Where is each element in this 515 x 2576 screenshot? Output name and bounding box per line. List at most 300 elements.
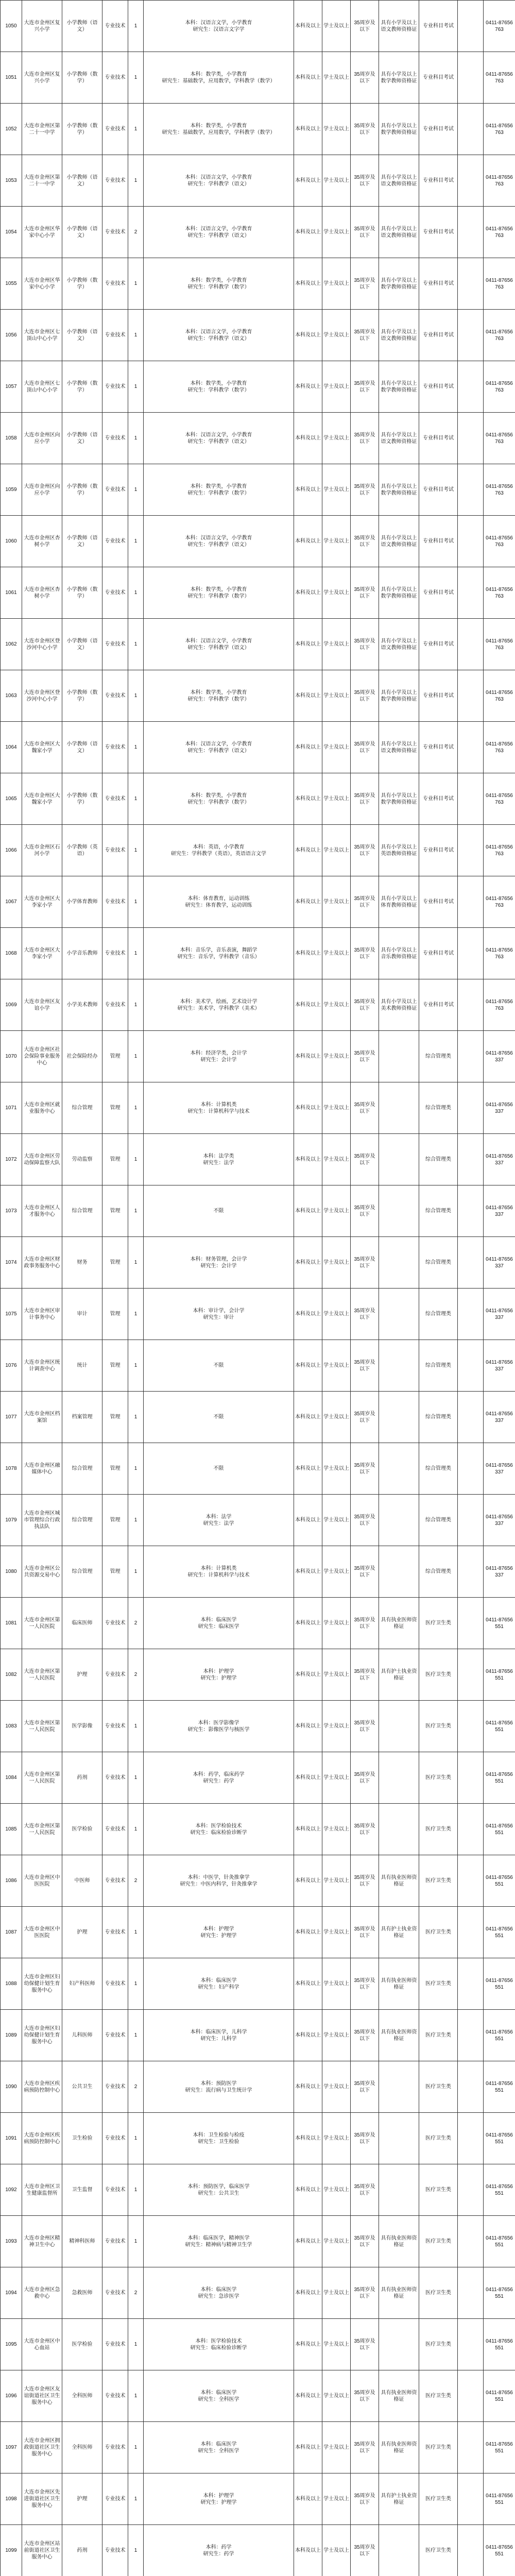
cell-post-code: 1071: [1, 1082, 22, 1134]
cell-degree: 学士及以上: [322, 2267, 351, 2319]
cell-phone: 0411-87656551: [484, 2164, 515, 2216]
cell-exam-type: 综合管理类: [419, 1185, 458, 1237]
cell-phone: 0411-87656337: [484, 1495, 515, 1546]
cell-unit-name: 大连市金州区急救中心: [22, 2267, 62, 2319]
table-row: [1, 1701, 515, 1752]
cell-remark: [458, 1443, 484, 1495]
cell-hire-count: 2: [128, 207, 144, 258]
cell-phone: 0411-87656337: [484, 1031, 515, 1082]
cell-unit-name: 大连市金州区城市管理综合行政执法队: [22, 1495, 62, 1546]
cell-age: 35周岁及以下: [351, 1082, 379, 1134]
cell-post-type: 专业技术: [102, 2061, 128, 2113]
cell-degree: 学士及以上: [322, 2010, 351, 2061]
cell-major-requirement: 本科：体育教育，运动训练 研究生：体育教学，运动训练: [144, 876, 294, 928]
cell-education: 本科及以上: [294, 1804, 322, 1855]
cell-major-requirement: 本科：汉语言文学，小学教育 研究生：学科教学（语文）: [144, 207, 294, 258]
cell-post-code: 1055: [1, 258, 22, 310]
cell-post-type: 管理: [102, 1082, 128, 1134]
cell-age: 35周岁及以下: [351, 1185, 379, 1237]
cell-major-requirement: 本科：临床医学 研究生：急诊医学: [144, 2267, 294, 2319]
cell-hire-count: 1: [128, 2473, 144, 2525]
cell-exam-type: 医疗卫生类: [419, 2370, 458, 2422]
cell-education: 本科及以上: [294, 1598, 322, 1649]
cell-phone: 0411-87656337: [484, 1546, 515, 1598]
cell-phone: 0411-87656551: [484, 2267, 515, 2319]
cell-degree: 学士及以上: [322, 2319, 351, 2370]
cell-phone: 0411-87656763: [484, 722, 515, 773]
cell-age: 35周岁及以下: [351, 52, 379, 104]
cell-unit-name: 大连市金州区第二十一中学: [22, 155, 62, 207]
table-body: [1, 1, 515, 2576]
cell-remark: [458, 567, 484, 619]
cell-hire-count: 1: [128, 1185, 144, 1237]
cell-unit-name: 大连市金州区拥政街道社区卫生服务中心: [22, 2422, 62, 2473]
cell-hire-count: 1: [128, 1907, 144, 1958]
cell-major-requirement: 本科：药学，临床药学 研究生：药学: [144, 1752, 294, 1804]
cell-post-name: 儿科医师: [62, 2010, 102, 2061]
cell-age: 35周岁及以下: [351, 2319, 379, 2370]
cell-education: 本科及以上: [294, 1958, 322, 2010]
cell-phone: 0411-87656763: [484, 619, 515, 670]
cell-post-name: 全科医师: [62, 2422, 102, 2473]
table-row: [1, 567, 515, 619]
table-row: [1, 979, 515, 1031]
cell-phone: 0411-87656337: [484, 1443, 515, 1495]
cell-hire-count: 1: [128, 2370, 144, 2422]
cell-age: 35周岁及以下: [351, 722, 379, 773]
cell-degree: 学士及以上: [322, 516, 351, 567]
cell-post-type: 专业技术: [102, 2113, 128, 2164]
cell-post-type: 专业技术: [102, 2473, 128, 2525]
cell-degree: 学士及以上: [322, 1134, 351, 1185]
cell-post-name: 急救医师: [62, 2267, 102, 2319]
cell-other-requirement: 具有小学及以上语文教师资格证: [379, 1, 419, 52]
cell-major-requirement: 本科：法学类 研究生：法学: [144, 1134, 294, 1185]
cell-post-code: 1078: [1, 1443, 22, 1495]
cell-education: 本科及以上: [294, 2370, 322, 2422]
cell-other-requirement: 具有小学及以上英语教师资格证: [379, 825, 419, 876]
cell-major-requirement: 不限: [144, 1443, 294, 1495]
cell-exam-type: 专业科目考试: [419, 722, 458, 773]
cell-other-requirement: [379, 1082, 419, 1134]
cell-major-requirement: 本科：数学类，小学教育 研究生：学科教学（数学）: [144, 258, 294, 310]
cell-hire-count: 1: [128, 1701, 144, 1752]
cell-hire-count: 1: [128, 1237, 144, 1289]
cell-other-requirement: 具有小学及以上美术教师资格证: [379, 979, 419, 1031]
cell-education: 本科及以上: [294, 2216, 322, 2267]
cell-hire-count: 1: [128, 825, 144, 876]
cell-unit-name: 大连市金州区审计事务中心: [22, 1289, 62, 1340]
cell-other-requirement: 具有小学及以上音乐教师资格证: [379, 928, 419, 979]
cell-major-requirement: 本科：数学类，小学教育 研究生：学科教学（数学）: [144, 567, 294, 619]
cell-age: 35周岁及以下: [351, 1958, 379, 2010]
cell-age: 35周岁及以下: [351, 1237, 379, 1289]
table-row: [1, 1031, 515, 1082]
cell-other-requirement: [379, 1546, 419, 1598]
cell-post-type: 专业技术: [102, 1752, 128, 1804]
cell-post-type: 专业技术: [102, 1598, 128, 1649]
cell-post-type: 专业技术: [102, 52, 128, 104]
cell-age: 35周岁及以下: [351, 2216, 379, 2267]
cell-education: 本科及以上: [294, 464, 322, 516]
cell-post-code: 1082: [1, 1649, 22, 1701]
cell-age: 35周岁及以下: [351, 2061, 379, 2113]
cell-post-name: 妇产科医师: [62, 1958, 102, 2010]
cell-post-code: 1079: [1, 1495, 22, 1546]
cell-degree: 学士及以上: [322, 1289, 351, 1340]
table-row: [1, 1907, 515, 1958]
cell-education: 本科及以上: [294, 1701, 322, 1752]
cell-post-name: 综合管理: [62, 1546, 102, 1598]
cell-degree: 学士及以上: [322, 52, 351, 104]
cell-post-type: 专业技术: [102, 2010, 128, 2061]
cell-post-code: 1056: [1, 310, 22, 361]
cell-major-requirement: 本科：临床医学 研究生：妇产科学: [144, 1958, 294, 2010]
cell-post-code: 1072: [1, 1134, 22, 1185]
cell-major-requirement: 本科：中医学，针灸推拿学 研究生：中医内科学，针灸推拿学: [144, 1855, 294, 1907]
cell-education: 本科及以上: [294, 2164, 322, 2216]
cell-phone: 0411-87656551: [484, 2525, 515, 2576]
cell-other-requirement: 具有护士执业资格证: [379, 1649, 419, 1701]
cell-education: 本科及以上: [294, 2061, 322, 2113]
cell-post-name: 小学教师（语文）: [62, 413, 102, 464]
cell-post-code: 1098: [1, 2473, 22, 2525]
cell-major-requirement: 本科：汉语言文学，小学教育 研究生：学科教学（语文）: [144, 722, 294, 773]
cell-hire-count: 2: [128, 1649, 144, 1701]
cell-education: 本科及以上: [294, 1082, 322, 1134]
cell-phone: 0411-87656763: [484, 825, 515, 876]
table-row: [1, 619, 515, 670]
cell-degree: 学士及以上: [322, 310, 351, 361]
cell-major-requirement: 本科：临床医学 研究生：全科医学: [144, 2422, 294, 2473]
table-row: [1, 258, 515, 310]
cell-phone: 0411-87656763: [484, 876, 515, 928]
cell-remark: [458, 1340, 484, 1392]
cell-unit-name: 大连市金州区登沙河中心小学: [22, 619, 62, 670]
cell-hire-count: 1: [128, 1495, 144, 1546]
cell-post-name: 综合管理: [62, 1185, 102, 1237]
table-row: [1, 104, 515, 155]
cell-post-name: 小学音乐教师: [62, 928, 102, 979]
cell-post-code: 1065: [1, 773, 22, 825]
cell-degree: 学士及以上: [322, 1804, 351, 1855]
cell-exam-type: 医疗卫生类: [419, 2164, 458, 2216]
cell-remark: [458, 825, 484, 876]
cell-age: 35周岁及以下: [351, 413, 379, 464]
cell-exam-type: 综合管理类: [419, 1546, 458, 1598]
cell-exam-type: 综合管理类: [419, 1443, 458, 1495]
cell-post-code: 1081: [1, 1598, 22, 1649]
cell-major-requirement: 不限: [144, 1185, 294, 1237]
table-row: [1, 155, 515, 207]
cell-remark: [458, 722, 484, 773]
cell-hire-count: 1: [128, 413, 144, 464]
cell-major-requirement: 本科：临床医学 研究生：全科医学: [144, 2370, 294, 2422]
cell-exam-type: 医疗卫生类: [419, 2216, 458, 2267]
table-row: [1, 1, 515, 52]
cell-post-type: 专业技术: [102, 928, 128, 979]
cell-remark: [458, 1598, 484, 1649]
cell-hire-count: 1: [128, 516, 144, 567]
cell-major-requirement: 本科：汉语言文学，小学教育 研究生：学科教学（语文）: [144, 310, 294, 361]
cell-unit-name: 大连市金州区第一人民医院: [22, 1701, 62, 1752]
cell-age: 35周岁及以下: [351, 773, 379, 825]
cell-remark: [458, 1, 484, 52]
cell-post-name: 公共卫生: [62, 2061, 102, 2113]
cell-post-name: 医学影像: [62, 1701, 102, 1752]
cell-post-name: 小学教师（数学）: [62, 258, 102, 310]
table-row: [1, 1958, 515, 2010]
cell-age: 35周岁及以下: [351, 1752, 379, 1804]
cell-exam-type: 专业科目考试: [419, 52, 458, 104]
cell-age: 35周岁及以下: [351, 1, 379, 52]
cell-phone: 0411-87656763: [484, 928, 515, 979]
cell-unit-name: 大连市金州区第一人民医院: [22, 1804, 62, 1855]
cell-post-type: 专业技术: [102, 567, 128, 619]
cell-phone: 0411-87656763: [484, 155, 515, 207]
cell-hire-count: 1: [128, 310, 144, 361]
cell-age: 35周岁及以下: [351, 361, 379, 413]
cell-unit-name: 大连市金州区就业服务中心: [22, 1082, 62, 1134]
table-row: [1, 2010, 515, 2061]
cell-unit-name: 大连市金州区劳动保障监察大队: [22, 1134, 62, 1185]
cell-major-requirement: 本科：审计学，会计学 研究生：审计: [144, 1289, 294, 1340]
cell-hire-count: 1: [128, 1804, 144, 1855]
cell-unit-name: 大连市金州区向应小学: [22, 464, 62, 516]
cell-hire-count: 2: [128, 2061, 144, 2113]
cell-phone: 0411-87656763: [484, 207, 515, 258]
cell-degree: 学士及以上: [322, 1546, 351, 1598]
cell-education: 本科及以上: [294, 1855, 322, 1907]
cell-exam-type: 医疗卫生类: [419, 2113, 458, 2164]
cell-post-name: 护理: [62, 1907, 102, 1958]
cell-remark: [458, 1958, 484, 2010]
cell-education: 本科及以上: [294, 2473, 322, 2525]
cell-phone: 0411-87656551: [484, 1598, 515, 1649]
cell-post-name: 小学体育教师: [62, 876, 102, 928]
cell-post-code: 1069: [1, 979, 22, 1031]
cell-major-requirement: 本科：护理学 研究生：护理学: [144, 1649, 294, 1701]
cell-major-requirement: 本科：护理学 研究生：护理学: [144, 1907, 294, 1958]
cell-post-name: 综合管理: [62, 1495, 102, 1546]
cell-unit-name: 大连市金州区卫生健康监督所: [22, 2164, 62, 2216]
cell-remark: [458, 1031, 484, 1082]
cell-post-type: 专业技术: [102, 1958, 128, 2010]
table-row: [1, 876, 515, 928]
cell-other-requirement: 具有执业医师资格证: [379, 1598, 419, 1649]
cell-age: 35周岁及以下: [351, 155, 379, 207]
cell-phone: 0411-87656551: [484, 2473, 515, 2525]
cell-unit-name: 大连市金州区登沙河中心小学: [22, 670, 62, 722]
cell-major-requirement: 本科：临床医学，儿科学 研究生：儿科学: [144, 2010, 294, 2061]
cell-education: 本科及以上: [294, 1237, 322, 1289]
cell-unit-name: 大连市金州区人才服务中心: [22, 1185, 62, 1237]
cell-age: 35周岁及以下: [351, 1134, 379, 1185]
cell-other-requirement: 具有小学及以上体育教师资格证: [379, 876, 419, 928]
cell-post-type: 专业技术: [102, 155, 128, 207]
cell-degree: 学士及以上: [322, 2216, 351, 2267]
cell-post-code: 1063: [1, 670, 22, 722]
cell-degree: 学士及以上: [322, 1340, 351, 1392]
cell-post-type: 专业技术: [102, 2267, 128, 2319]
cell-post-type: 专业技术: [102, 361, 128, 413]
cell-unit-name: 大连市金州区档案馆: [22, 1392, 62, 1443]
cell-hire-count: 1: [128, 1, 144, 52]
cell-education: 本科及以上: [294, 104, 322, 155]
cell-exam-type: 医疗卫生类: [419, 1752, 458, 1804]
cell-degree: 学士及以上: [322, 1237, 351, 1289]
table-row: [1, 1546, 515, 1598]
cell-post-code: 1050: [1, 1, 22, 52]
cell-unit-name: 大连市金州区精神卫生中心: [22, 2216, 62, 2267]
cell-exam-type: 专业科目考试: [419, 155, 458, 207]
cell-post-type: 管理: [102, 1134, 128, 1185]
cell-degree: 学士及以上: [322, 464, 351, 516]
cell-age: 35周岁及以下: [351, 2113, 379, 2164]
cell-exam-type: 医疗卫生类: [419, 2422, 458, 2473]
cell-unit-name: 大连市金州区友谊小学: [22, 979, 62, 1031]
cell-post-type: 专业技术: [102, 670, 128, 722]
cell-exam-type: 综合管理类: [419, 1340, 458, 1392]
table-row: [1, 1340, 515, 1392]
cell-age: 35周岁及以下: [351, 104, 379, 155]
cell-post-name: 小学教师（数学）: [62, 464, 102, 516]
cell-major-requirement: 本科：音乐学，音乐表演，舞蹈学 研究生：音乐学，学科教学（音乐）: [144, 928, 294, 979]
cell-exam-type: 综合管理类: [419, 1082, 458, 1134]
cell-unit-name: 大连市金州区融媒体中心: [22, 1443, 62, 1495]
cell-remark: [458, 979, 484, 1031]
cell-phone: 0411-87656763: [484, 413, 515, 464]
cell-education: 本科及以上: [294, 1185, 322, 1237]
cell-unit-name: 大连市金州区复兴小学: [22, 1, 62, 52]
cell-post-name: 小学教师（语文）: [62, 722, 102, 773]
cell-remark: [458, 2525, 484, 2576]
cell-major-requirement: 本科：汉语言文学，小学教育 研究生：学科教学（语文）: [144, 155, 294, 207]
cell-exam-type: 专业科目考试: [419, 258, 458, 310]
cell-hire-count: 1: [128, 1289, 144, 1340]
cell-remark: [458, 2422, 484, 2473]
cell-degree: 学士及以上: [322, 2473, 351, 2525]
cell-major-requirement: 本科：经济学类，会计学 研究生：会计学: [144, 1031, 294, 1082]
cell-hire-count: 1: [128, 722, 144, 773]
cell-education: 本科及以上: [294, 928, 322, 979]
cell-other-requirement: 具有小学及以上数学教师资格证: [379, 52, 419, 104]
cell-degree: 学士及以上: [322, 155, 351, 207]
cell-post-code: 1076: [1, 1340, 22, 1392]
cell-phone: 0411-87656763: [484, 361, 515, 413]
cell-other-requirement: 具有小学及以上语文教师资格证: [379, 207, 419, 258]
cell-remark: [458, 2370, 484, 2422]
cell-exam-type: 医疗卫生类: [419, 2010, 458, 2061]
cell-post-type: 专业技术: [102, 516, 128, 567]
cell-post-name: 小学教师（语文）: [62, 310, 102, 361]
cell-post-code: 1062: [1, 619, 22, 670]
cell-remark: [458, 2061, 484, 2113]
cell-unit-name: 大连市金州区大李家小学: [22, 876, 62, 928]
cell-remark: [458, 1392, 484, 1443]
cell-post-type: 专业技术: [102, 619, 128, 670]
cell-hire-count: 1: [128, 1958, 144, 2010]
cell-post-type: 专业技术: [102, 207, 128, 258]
cell-unit-name: 大连市金州区大李家小学: [22, 928, 62, 979]
cell-phone: 0411-87656551: [484, 1701, 515, 1752]
cell-post-name: 药剂: [62, 1752, 102, 1804]
cell-remark: [458, 619, 484, 670]
cell-education: 本科及以上: [294, 1443, 322, 1495]
cell-remark: [458, 52, 484, 104]
cell-hire-count: 2: [128, 1598, 144, 1649]
cell-post-name: 小学教师（数学）: [62, 773, 102, 825]
cell-age: 35周岁及以下: [351, 207, 379, 258]
cell-phone: 0411-87656337: [484, 1185, 515, 1237]
cell-education: 本科及以上: [294, 1649, 322, 1701]
cell-age: 35周岁及以下: [351, 1855, 379, 1907]
cell-unit-name: 大连市金州区疾病预防控制中心: [22, 2061, 62, 2113]
cell-exam-type: 专业科目考试: [419, 928, 458, 979]
cell-hire-count: 1: [128, 876, 144, 928]
cell-education: 本科及以上: [294, 1752, 322, 1804]
cell-exam-type: 医疗卫生类: [419, 2525, 458, 2576]
cell-remark: [458, 516, 484, 567]
cell-exam-type: 综合管理类: [419, 1134, 458, 1185]
table-row: [1, 2422, 515, 2473]
cell-other-requirement: 具有小学及以上数学教师资格证: [379, 104, 419, 155]
cell-phone: 0411-87656551: [484, 1907, 515, 1958]
cell-phone: 0411-87656337: [484, 1237, 515, 1289]
cell-remark: [458, 876, 484, 928]
cell-remark: [458, 1289, 484, 1340]
cell-post-code: 1057: [1, 361, 22, 413]
cell-other-requirement: 具有护士执业资格证: [379, 1907, 419, 1958]
cell-major-requirement: 本科：数学类，小学教育 研究生：基础数学，应用数学，学科教学（数学）: [144, 52, 294, 104]
cell-other-requirement: 具有小学及以上数学教师资格证: [379, 670, 419, 722]
cell-unit-name: 大连市金州区中医医院: [22, 1855, 62, 1907]
cell-hire-count: 1: [128, 2319, 144, 2370]
cell-degree: 学士及以上: [322, 2164, 351, 2216]
cell-degree: 学士及以上: [322, 876, 351, 928]
cell-remark: [458, 104, 484, 155]
cell-post-type: 专业技术: [102, 1804, 128, 1855]
cell-age: 35周岁及以下: [351, 1495, 379, 1546]
cell-post-type: 专业技术: [102, 876, 128, 928]
cell-education: 本科及以上: [294, 876, 322, 928]
table-row: [1, 1804, 515, 1855]
cell-unit-name: 大连市金州区第一人民医院: [22, 1649, 62, 1701]
cell-other-requirement: 具有小学及以上语文教师资格证: [379, 722, 419, 773]
cell-education: 本科及以上: [294, 207, 322, 258]
cell-hire-count: 1: [128, 2525, 144, 2576]
cell-unit-name: 大连市金州区疾病预防控制中心: [22, 2113, 62, 2164]
cell-post-code: 1074: [1, 1237, 22, 1289]
cell-phone: 0411-87656337: [484, 1082, 515, 1134]
cell-degree: 学士及以上: [322, 258, 351, 310]
cell-post-name: 药剂: [62, 2525, 102, 2576]
cell-phone: 0411-87656763: [484, 670, 515, 722]
cell-phone: 0411-87656763: [484, 1, 515, 52]
cell-exam-type: 综合管理类: [419, 1495, 458, 1546]
cell-post-type: 专业技术: [102, 2422, 128, 2473]
cell-post-code: 1080: [1, 1546, 22, 1598]
cell-post-type: 专业技术: [102, 773, 128, 825]
cell-major-requirement: 本科：预防医学，临床医学 研究生：公共卫生: [144, 2164, 294, 2216]
cell-hire-count: 1: [128, 619, 144, 670]
cell-major-requirement: 本科：药学 研究生：药学: [144, 2525, 294, 2576]
cell-other-requirement: 具有小学及以上数学教师资格证: [379, 258, 419, 310]
cell-education: 本科及以上: [294, 1907, 322, 1958]
cell-remark: [458, 207, 484, 258]
cell-unit-name: 大连市金州区站前街道社区卫生服务中心: [22, 2525, 62, 2576]
cell-other-requirement: 具有执业医师资格证: [379, 2422, 419, 2473]
